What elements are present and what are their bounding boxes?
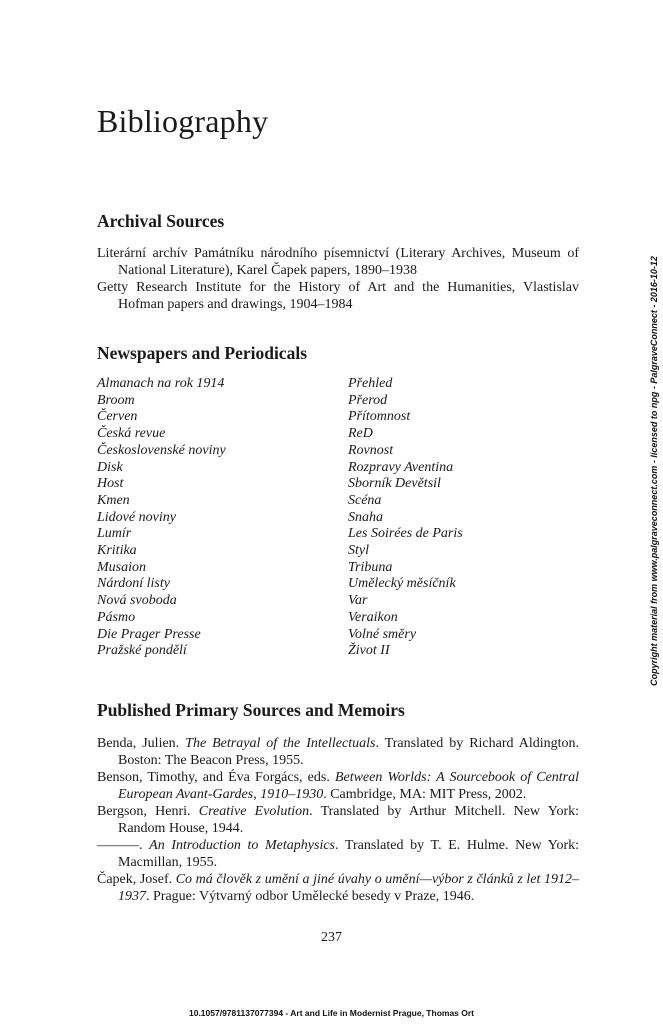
entry-publication: . Prague: Výtvarný odbor Umělecké besedy v Praze, 1946. [146,889,475,904]
periodical-item: Les Soirées de Paris [348,526,463,542]
periodical-item: Die Prager Presse [97,626,201,642]
periodical-item: Rovnost [348,442,394,458]
entry-title: Co má člověk z umění a jiné úvahy o umění—výbor z článků z let 1912–1937 [118,872,579,904]
entry-publication: . Cambridge, MA: MIT Press, 2002. [323,787,527,802]
entry-publication: . Translated by Arthur Mitchell. New York: Random House, 1944. [118,804,579,836]
bibliography-entry [97,769,579,803]
periodical-item: Broom [97,392,135,408]
periodical-item: Umělecký měsíčník [348,576,456,592]
entry-author: Čapek, Josef. [97,872,176,887]
periodicals-left-column [97,376,226,660]
page-title: Bibliography [97,103,269,139]
periodical-item: Styl [348,543,369,559]
periodical-item: Rozpravy Aventina [348,459,454,475]
periodical-item: Sborník Devětsil [348,476,441,492]
footer-citation: 10.1057/9781137077394 - Art and Life in Modernist Prague, Thomas Ort [188,1008,475,1018]
periodical-item: Var [348,593,368,609]
periodical-item: Lidové noviny [97,509,176,525]
primary-sources-list [97,735,579,905]
periodical-item: ReD [348,426,373,442]
periodical-item: Host [97,476,124,492]
entry-author: Benda, Julien. [97,736,186,751]
archival-heading: Archival Sources [97,211,225,231]
primary-heading: Published Primary Sources and Memoirs [97,700,405,720]
periodical-item: Přehled [348,376,393,391]
archival-entry: Getty Research Institute for the History of Art and the Humanities, Vlastislav Hofman papers and drawings, 1904–1984 [97,280,579,312]
periodical-item: Veraikon [348,609,398,625]
periodical-item: Kmen [97,492,130,508]
periodicals-heading: Newspapers and Periodicals [97,343,307,363]
periodical-item: Disk [97,459,123,475]
periodical-item: Scéna [348,492,382,508]
entry-author: ———. [97,838,150,853]
entry-author: Benson, Timothy, and Éva Forgács, eds. [97,770,335,785]
periodical-item: Československé noviny [97,442,226,458]
archival-list [97,245,579,313]
periodical-item: Snaha [348,509,383,525]
periodical-item: Pražské pondělí [97,643,187,659]
periodical-item: Červen [97,409,138,425]
periodical-item: Almanach na rok 1914 [97,376,225,391]
entry-title: An Introduction to Metaphysics [149,838,336,853]
periodical-item: Česká revue [97,426,166,442]
entry-author: Bergson, Henri. [97,804,199,819]
periodical-item: Pásmo [97,609,136,625]
periodical-item: Přítomnost [348,409,411,425]
periodical-item: Musaion [97,559,146,575]
page-number: 237 [321,930,342,945]
periodical-item: Život II [348,643,390,659]
bibliography-entry [97,837,579,871]
periodical-item: Nová svoboda [97,593,177,609]
periodical-item: Volné směry [348,626,417,642]
entry-publication: . Translated by T. E. Hulme. New York: Macmillan, 1955. [118,838,579,870]
entry-title: The Betrayal of the Intellectuals [185,736,376,751]
periodical-item: Kritika [97,543,137,559]
entry-title: Creative Evolution [198,804,310,819]
entry-title: Between Worlds: A Sourcebook of Central European Avant-Gardes, 1910–1930 [118,770,580,802]
periodical-item: Tribuna [348,559,393,575]
bibliography-entry [97,803,579,837]
entry-publication: . Translated by Richard Aldington. Boston: The Beacon Press, 1955. [118,736,579,768]
copyright-note: Copyright material from www.palgraveconnect.com - licensed to npg - PalgraveConnect - 2016-10-12 [649,256,659,686]
periodical-item: Lumír [97,526,132,542]
bibliography-entry [97,871,579,905]
periodicals-right-column [348,376,463,660]
archival-entry: Literární archív Památníku národního písemnictví (Literary Archives, Museum of National Literature), Karel Čapek papers, 1890–1938 [97,246,579,278]
periodical-item: Nárdoní listy [97,576,170,592]
periodical-item: Přerod [348,392,388,408]
bibliography-entry [97,735,579,769]
